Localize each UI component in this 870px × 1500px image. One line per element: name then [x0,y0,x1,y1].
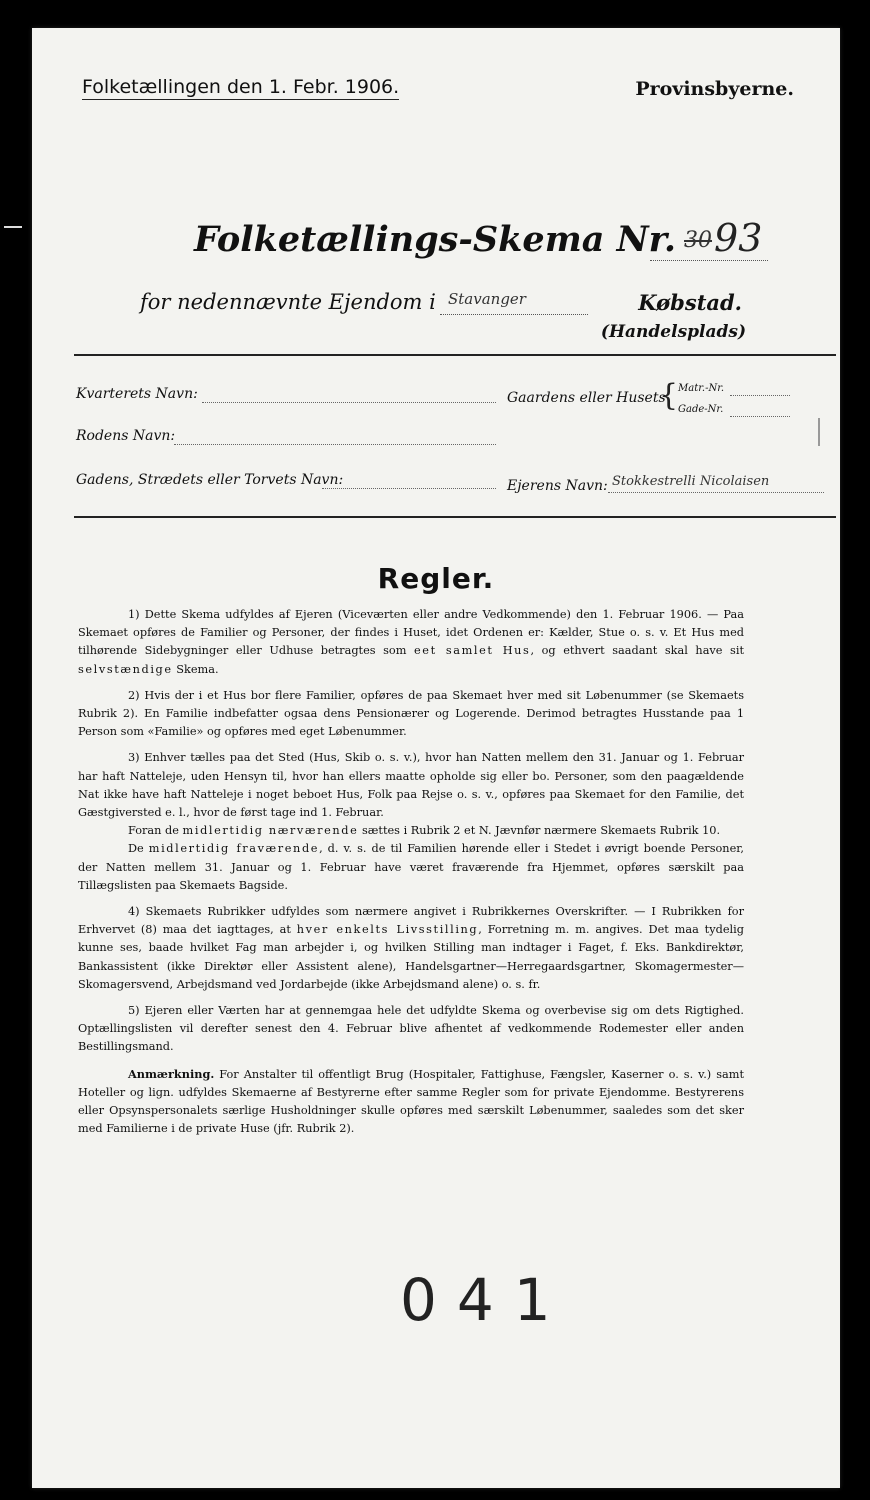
note-label: Anmærkning. [128,1066,215,1081]
rule-3c-text-a: De [128,842,144,856]
rule-1-text-e: Skema. [176,662,219,676]
rule-4-text-a: 4) Skemaets Rubrikker udfyldes som nærmere angivet i Rubrikkernes Overskrifter. — I Rubrikken for Erhvervet (8) maa det iagttages, at [78,905,744,937]
form-number-struck: 30 [684,228,713,253]
note [78,1065,744,1139]
divider-top [74,354,836,356]
rule-3c-emph: midlertidig fraværende [148,842,320,856]
rules-heading: Regler. [377,562,495,595]
rules-body [78,606,744,1146]
rule-3c-text-c: , d. v. s. de til Familien hørende eller i Stedet i øvrigt boende Personer, der Natten mellem 31. Januar og 1. Februar have været fraværende fra Hjemmet, opføres særskilt paa Tillægslisten paa Skemaets Bagside. [78,842,745,892]
brace-icon: { [659,378,679,413]
rode-label: Rodens Navn: [76,428,176,444]
rule-3b [78,822,744,840]
rule-3b-text-c: sættes i Rubrik 2 et N. Jævnfør nærmere Skemaets Rubrik 10. [362,824,721,838]
ejer-label: Ejerens Navn: [507,478,608,494]
ejer-value: Stokkestrelli Nicolaisen [612,474,770,489]
rule-1-text-c: , og ethvert saadant skal have sit [530,644,744,658]
gade-line [322,488,496,489]
rule-1-emph-a: eet samlet Hus [414,644,531,658]
gaard-label: Gaardens eller Husets [507,390,666,406]
rule-1 [78,606,744,679]
rode-line [174,444,496,445]
rule-2: 2) Hvis der i et Hus bor flere Familier, opføres de paa Skemaet hver med sit Løbenummer (se Skemaets Rubrik 2). En Familie indbefatter ogsaa dens Pensionærer og Logerende. Derimod betragtes Husstande paa 1 Person som «Familie» og opføres med eget Løbenummer. [78,688,744,739]
divider-bottom [74,516,836,518]
handelsplads-label: (Handelsplads) [600,322,746,342]
rule-3: 3) Enhver tælles paa det Sted (Hus, Skib o. s. v.), hvor han Natten mellem den 31. Januar og 1. Februar har haft Natteleje, uden Hensyn til, hvor han ellers maatte opholde sig eller bo. Personer, som den paagældende Nat ikke have haft Natteleje i noget beboet Hus, Folk paa Rejse o. s. v., opføres paa Skemaet for den Familie, det Gæstgiversted e. l., hvor de først tage ind 1. Februar. [78,751,744,820]
town-handwritten: Stavanger [448,290,526,308]
region-label: Provinsbyerne. [635,78,794,100]
rule-5: 5) Ejeren eller Værten har at gennemgaa hele det udfyldte Skema og overbevise sig om dets Rigtighed. Optællingslisten vil derefter senest den 4. Februar blive afhentet af vedkommende Rodemester eller anden Bestillingsmand. [78,1004,744,1054]
koebstad-label: Købstad. [638,290,742,315]
handwritten-number: 041 [400,1266,571,1334]
kvarter-label: Kvarterets Navn: [76,386,198,402]
gade-nr-label: Gade-Nr. [678,404,724,415]
matr-line [730,395,790,396]
rule-3c [78,840,744,895]
census-title: Folketællingen den 1. Febr. 1906. [82,76,400,98]
rule-1-emph-b: selvstændige [78,662,173,676]
gade-nr-line [730,416,790,417]
rule-1-text-a: 1) Dette Skema udfyldes af Ejeren (Viceværten eller andre Vedkommende) den 1. Februar 1906. — Paa Skemaet opføres de Familier og Personer, der findes i Huset, idet Ordenen er: Kælder, Stue o. s. v. Et Hus med tilhørende Sidebygninger eller Udhuse betragtes som [78,608,744,658]
rule-4 [78,903,744,994]
rule-3b-text-a: Foran de [128,824,179,838]
town-line [440,314,588,315]
ejer-line [608,492,824,493]
census-form-page [32,28,840,1488]
rule-4-emph: hver enkelts Livsstilling [296,923,479,937]
scan-speck [4,226,22,228]
form-title-text: Folketællings-Skema Nr. [194,219,677,260]
note-text: For Anstalter til offentligt Brug (Hospitaler, Fattighuse, Fængsler, Kaserner o. s. v.) samt Hoteller og lign. udfyldes Skemaerne af Bestyrerne efter samme Regler som for private Ejendomme. Bestyrerens eller Opsynspersonalets særlige Husholdninger skulle opføres med særskilt Løbenummer, saaledes som det sker med Familierne i de private Huse (jfr. Rubrik 2). [78,1067,744,1136]
matr-label: Matr.-Nr. [678,383,725,394]
form-subtitle: for nedennævnte Ejendom i [140,290,436,314]
form-number-line [650,260,768,261]
kvarter-line [202,402,496,403]
form-number: 93 [714,216,763,260]
scan-speck [818,418,820,446]
form-title [194,216,762,260]
rule-4-text-c: , Forretning m. m. angives. Det maa tydelig kunne ses, baade hvilket Fag man arbejder i, og hvilken Stilling man indtager i Faget, f. Eks. Bankdirektør, Bankassistent (ikke Direktør eller Assistent alene), Handelsgartner—Herregaardsgartner, Skomagermester—Skomagersvend, Arbejdsmand ved Jordarbejde (ikke Arbejdsmand alene) o. s. fr. [78,923,744,991]
rule-3b-emph: midlertidig nærværende [182,824,359,838]
gade-label: Gadens, Strædets eller Torvets Navn: [76,472,344,488]
